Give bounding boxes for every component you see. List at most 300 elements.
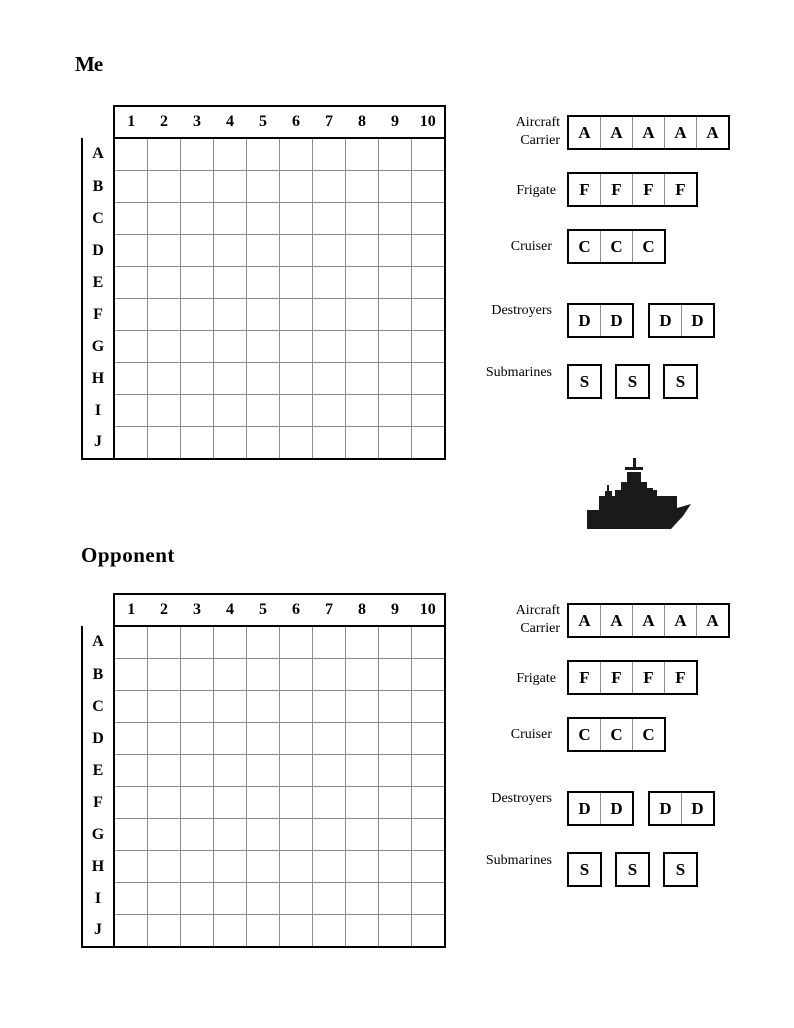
- ship-cell: S: [627, 859, 638, 879]
- my-grid-row: [82, 427, 445, 460]
- my-column-header: 6: [280, 106, 313, 138]
- my-grid-cell[interactable]: [114, 395, 148, 427]
- opponent-grid-cell[interactable]: [114, 626, 148, 659]
- opponent-grid-row: [82, 723, 445, 755]
- opponent-grid-cell[interactable]: [148, 819, 181, 851]
- opponent-row-header: A: [82, 626, 114, 659]
- my-grid-cell[interactable]: [148, 427, 181, 460]
- my-grid-row: [82, 267, 445, 299]
- my-grid-cell[interactable]: [346, 395, 379, 427]
- opponent-grid-cell[interactable]: [247, 626, 280, 659]
- my-grid-cell[interactable]: [313, 235, 346, 267]
- opponent-board-title: Opponent: [81, 543, 175, 567]
- my-column-header: 8: [346, 106, 379, 138]
- my-grid-cell[interactable]: [313, 363, 346, 395]
- my-grid-cell[interactable]: [313, 267, 346, 299]
- opponent-grid-cell[interactable]: [247, 659, 280, 691]
- my-grid-cell[interactable]: [412, 171, 446, 203]
- my-grid-cell[interactable]: [379, 395, 412, 427]
- my-grid-cell[interactable]: [379, 299, 412, 331]
- ship-cell: F: [675, 667, 686, 687]
- aircraft-carrier-label: [470, 602, 560, 638]
- opponent-grid-row: [82, 787, 445, 819]
- opponent-grid-cell[interactable]: [181, 691, 214, 723]
- my-row-header: A: [82, 138, 114, 171]
- ship-cell: S: [675, 859, 686, 879]
- opponent-grid-cell[interactable]: [412, 659, 446, 691]
- my-grid-cell[interactable]: [181, 331, 214, 363]
- my-grid-row: [82, 395, 445, 427]
- opponent-grid-cell[interactable]: [214, 691, 247, 723]
- opponent-grid-row: [82, 915, 445, 948]
- ship-cell: A: [665, 605, 697, 636]
- opponent-grid-cell[interactable]: [313, 915, 346, 948]
- cruiser-ship: [567, 229, 666, 264]
- my-grid-row: [82, 299, 445, 331]
- opponent-grid-cell[interactable]: [346, 755, 379, 787]
- opponent-grid-cell[interactable]: [214, 819, 247, 851]
- my-column-header: 7: [313, 106, 346, 138]
- my-grid-cell[interactable]: [214, 203, 247, 235]
- opponent-grid-cell[interactable]: [412, 787, 446, 819]
- my-grid-cell[interactable]: [346, 299, 379, 331]
- my-grid-cell[interactable]: [313, 427, 346, 460]
- my-grid-cell[interactable]: [313, 138, 346, 171]
- opponent-grid-cell[interactable]: [247, 755, 280, 787]
- opponent-row-header: E: [82, 755, 114, 787]
- my-grid-cell[interactable]: [181, 267, 214, 299]
- my-grid-cell[interactable]: [247, 203, 280, 235]
- my-grid-cell[interactable]: [346, 363, 379, 395]
- opponent-grid-cell[interactable]: [379, 755, 412, 787]
- opponent-grid-cell[interactable]: [313, 659, 346, 691]
- opponent-grid-cell[interactable]: [313, 883, 346, 915]
- ship-cell: C: [569, 719, 601, 750]
- opponent-grid-cell[interactable]: [313, 819, 346, 851]
- opponent-grid-cell[interactable]: [346, 819, 379, 851]
- my-grid-cell[interactable]: [247, 363, 280, 395]
- my-grid-cell[interactable]: [114, 235, 148, 267]
- ship-cell: C: [642, 236, 655, 256]
- opponent-grid-cell[interactable]: [280, 626, 313, 659]
- opponent-column-header: 9: [379, 594, 412, 626]
- ship-cell: A: [633, 605, 665, 636]
- my-grid-cell[interactable]: [148, 395, 181, 427]
- my-grid-cell[interactable]: [346, 267, 379, 299]
- opponent-grid-cell[interactable]: [181, 626, 214, 659]
- my-row-header: G: [82, 331, 114, 363]
- my-grid-row: [82, 235, 445, 267]
- my-grid-cell[interactable]: [313, 203, 346, 235]
- my-grid-cell[interactable]: [181, 203, 214, 235]
- my-grid-cell[interactable]: [214, 138, 247, 171]
- opponent-column-header: 10: [412, 594, 446, 626]
- opponent-grid-cell[interactable]: [181, 659, 214, 691]
- my-grid-cell[interactable]: [148, 138, 181, 171]
- my-grid-cell[interactable]: [247, 395, 280, 427]
- submarine-ship-1: [567, 852, 602, 887]
- my-grid-cell[interactable]: [114, 331, 148, 363]
- my-board-grid: [81, 105, 446, 460]
- my-grid-cell[interactable]: [114, 267, 148, 299]
- frigate-label: Frigate: [516, 183, 556, 198]
- opponent-grid-cell[interactable]: [280, 819, 313, 851]
- my-grid-cell[interactable]: [379, 363, 412, 395]
- opponent-grid-cell[interactable]: [379, 787, 412, 819]
- opponent-grid-cell[interactable]: [412, 755, 446, 787]
- my-grid-cell[interactable]: [247, 171, 280, 203]
- opponent-grid-cell[interactable]: [280, 659, 313, 691]
- opponent-grid-cell[interactable]: [247, 851, 280, 883]
- destroyers-label: Destroyers: [491, 303, 552, 318]
- submarines-label: Submarines: [485, 365, 552, 380]
- opponent-grid-cell[interactable]: [214, 915, 247, 948]
- opponent-grid-cell[interactable]: [313, 787, 346, 819]
- my-grid-cell[interactable]: [379, 331, 412, 363]
- opponent-grid-cell[interactable]: [346, 915, 379, 948]
- opponent-grid-cell[interactable]: [313, 851, 346, 883]
- my-grid-cell[interactable]: [280, 203, 313, 235]
- my-grid-cell[interactable]: [214, 395, 247, 427]
- my-grid-cell[interactable]: [114, 299, 148, 331]
- opponent-grid-cell[interactable]: [114, 659, 148, 691]
- opponent-row-header: G: [82, 819, 114, 851]
- my-grid-cell[interactable]: [214, 171, 247, 203]
- opponent-grid-cell[interactable]: [214, 883, 247, 915]
- aircraft-carrier-label: [470, 114, 560, 150]
- opponent-grid-cell[interactable]: [280, 851, 313, 883]
- opponent-grid-cell[interactable]: [148, 787, 181, 819]
- aircraft-carrier-ship: [567, 603, 730, 638]
- my-grid-cell[interactable]: [412, 235, 446, 267]
- opponent-grid-cell[interactable]: [114, 723, 148, 755]
- my-grid-cell[interactable]: [280, 235, 313, 267]
- opponent-grid-cell[interactable]: [412, 626, 446, 659]
- opponent-grid-cell[interactable]: [214, 787, 247, 819]
- opponent-grid-cell[interactable]: [181, 883, 214, 915]
- opponent-grid-cell[interactable]: [114, 883, 148, 915]
- my-grid-cell[interactable]: [280, 299, 313, 331]
- opponent-grid-cell[interactable]: [214, 755, 247, 787]
- my-grid-cell[interactable]: [280, 395, 313, 427]
- my-grid-cell[interactable]: [114, 171, 148, 203]
- opponent-grid-cell[interactable]: [247, 883, 280, 915]
- my-grid-cell[interactable]: [313, 395, 346, 427]
- opponent-grid-cell[interactable]: [280, 691, 313, 723]
- my-grid-cell[interactable]: [214, 267, 247, 299]
- opponent-grid-cell[interactable]: [412, 851, 446, 883]
- my-grid-cell[interactable]: [280, 171, 313, 203]
- my-grid-cell[interactable]: [247, 235, 280, 267]
- ship-cell: D: [691, 310, 704, 330]
- submarine-ship-2: [615, 852, 650, 887]
- ship-cell: A: [569, 605, 601, 636]
- my-grid-cell[interactable]: [280, 331, 313, 363]
- my-grid-cell[interactable]: [148, 203, 181, 235]
- opponent-row-header: C: [82, 691, 114, 723]
- my-grid-cell[interactable]: [280, 363, 313, 395]
- opponent-grid-cell[interactable]: [148, 883, 181, 915]
- opponent-grid-cell[interactable]: [214, 851, 247, 883]
- ship-cell: A: [706, 122, 719, 142]
- opponent-grid-cell[interactable]: [247, 819, 280, 851]
- ship-cell: A: [601, 605, 633, 636]
- opponent-grid-cell[interactable]: [148, 755, 181, 787]
- cruiser-label: Cruiser: [510, 727, 552, 742]
- my-grid-cell[interactable]: [148, 299, 181, 331]
- opponent-grid-cell[interactable]: [181, 755, 214, 787]
- opponent-grid-cell[interactable]: [148, 626, 181, 659]
- opponent-grid-cell[interactable]: [247, 691, 280, 723]
- my-grid-cell[interactable]: [346, 203, 379, 235]
- aircraft-carrier-label-line1: Aircraft: [515, 115, 560, 130]
- opponent-grid-cell[interactable]: [247, 787, 280, 819]
- opponent-grid-cell[interactable]: [412, 723, 446, 755]
- my-grid-cell[interactable]: [379, 203, 412, 235]
- opponent-grid-cell[interactable]: [114, 691, 148, 723]
- my-column-header: 3: [181, 106, 214, 138]
- opponent-grid-cell[interactable]: [346, 691, 379, 723]
- opponent-grid-cell[interactable]: [247, 723, 280, 755]
- destroyer-ship-1: [567, 791, 634, 826]
- opponent-grid-corner: [82, 594, 114, 626]
- opponent-grid-cell[interactable]: [379, 723, 412, 755]
- my-grid-cell[interactable]: [181, 171, 214, 203]
- my-grid-cell[interactable]: [214, 427, 247, 460]
- my-grid-cell[interactable]: [280, 138, 313, 171]
- my-grid-cell[interactable]: [181, 363, 214, 395]
- opponent-grid-cell[interactable]: [148, 659, 181, 691]
- opponent-grid-cell[interactable]: [379, 626, 412, 659]
- opponent-grid-cell[interactable]: [181, 787, 214, 819]
- my-grid-row: [82, 331, 445, 363]
- my-column-header: 1: [114, 106, 148, 138]
- my-grid-cell[interactable]: [346, 171, 379, 203]
- my-grid-cell[interactable]: [247, 138, 280, 171]
- ship-cell: C: [569, 231, 601, 262]
- my-grid-cell[interactable]: [412, 331, 446, 363]
- my-grid-cell[interactable]: [379, 235, 412, 267]
- aircraft-carrier-label-line2: Carrier: [520, 621, 560, 636]
- opponent-grid-cell[interactable]: [346, 851, 379, 883]
- opponent-grid-cell[interactable]: [346, 723, 379, 755]
- opponent-grid-cell[interactable]: [181, 723, 214, 755]
- submarine-ship-1: [567, 364, 602, 399]
- opponent-grid-cell[interactable]: [412, 691, 446, 723]
- my-grid-cell[interactable]: [181, 235, 214, 267]
- my-grid-cell[interactable]: [214, 299, 247, 331]
- my-grid-row: [82, 171, 445, 203]
- my-grid-cell[interactable]: [148, 235, 181, 267]
- ship-cell: D: [650, 793, 682, 824]
- my-grid-cell[interactable]: [412, 203, 446, 235]
- opponent-grid-cell[interactable]: [280, 915, 313, 948]
- destroyers-label: Destroyers: [491, 791, 552, 806]
- opponent-grid-row: [82, 659, 445, 691]
- opponent-grid-cell[interactable]: [214, 659, 247, 691]
- opponent-grid-cell[interactable]: [379, 851, 412, 883]
- my-grid-cell[interactable]: [181, 299, 214, 331]
- my-grid-cell[interactable]: [379, 427, 412, 460]
- opponent-grid-cell[interactable]: [114, 915, 148, 948]
- opponent-grid-cell[interactable]: [114, 851, 148, 883]
- my-grid-cell[interactable]: [379, 267, 412, 299]
- my-grid-cell[interactable]: [114, 363, 148, 395]
- opponent-grid-cell[interactable]: [346, 659, 379, 691]
- frigate-ship: [567, 660, 698, 695]
- my-grid-cell[interactable]: [346, 235, 379, 267]
- frigate-label: Frigate: [516, 671, 556, 686]
- ship-cell: F: [633, 662, 665, 693]
- my-grid-cell[interactable]: [114, 203, 148, 235]
- opponent-board-grid: [81, 593, 446, 948]
- my-grid-cell[interactable]: [148, 171, 181, 203]
- my-grid-cell[interactable]: [114, 138, 148, 171]
- my-grid-cell[interactable]: [247, 427, 280, 460]
- my-grid-cell[interactable]: [148, 267, 181, 299]
- opponent-column-header: 7: [313, 594, 346, 626]
- my-row-header: E: [82, 267, 114, 299]
- opponent-grid-cell[interactable]: [181, 819, 214, 851]
- my-grid-cell[interactable]: [412, 138, 446, 171]
- my-grid-cell[interactable]: [148, 331, 181, 363]
- my-grid-cell[interactable]: [181, 395, 214, 427]
- opponent-grid-cell[interactable]: [346, 883, 379, 915]
- opponent-row-header: D: [82, 723, 114, 755]
- submarine-ship-2: [615, 364, 650, 399]
- my-grid-cell[interactable]: [247, 267, 280, 299]
- my-grid-cell[interactable]: [379, 138, 412, 171]
- destroyer-ship-1: [567, 303, 634, 338]
- opponent-grid-cell[interactable]: [379, 659, 412, 691]
- battleship-silhouette: [587, 458, 691, 529]
- opponent-grid-cell[interactable]: [412, 819, 446, 851]
- my-grid-cell[interactable]: [247, 331, 280, 363]
- my-grid-cell[interactable]: [346, 427, 379, 460]
- destroyer-ship-2: [648, 791, 715, 826]
- my-grid-cell[interactable]: [346, 138, 379, 171]
- opponent-row-header: J: [82, 915, 114, 948]
- opponent-grid-cell[interactable]: [214, 723, 247, 755]
- my-column-header: 9: [379, 106, 412, 138]
- my-row-header: B: [82, 171, 114, 203]
- ship-cell: D: [650, 305, 682, 336]
- opponent-grid-row: [82, 691, 445, 723]
- opponent-column-header: 8: [346, 594, 379, 626]
- my-grid-cell[interactable]: [214, 363, 247, 395]
- opponent-row-header: H: [82, 851, 114, 883]
- opponent-grid-cell[interactable]: [114, 755, 148, 787]
- my-board-title: Me: [75, 52, 103, 76]
- opponent-grid-cell[interactable]: [313, 723, 346, 755]
- my-grid-cell[interactable]: [181, 138, 214, 171]
- my-grid-cell[interactable]: [214, 235, 247, 267]
- my-grid-row: [82, 138, 445, 171]
- my-row-header: C: [82, 203, 114, 235]
- ship-cell: F: [633, 174, 665, 205]
- opponent-grid-cell[interactable]: [114, 819, 148, 851]
- aircraft-carrier-label-line2: Carrier: [520, 133, 560, 148]
- my-grid-cell[interactable]: [346, 331, 379, 363]
- opponent-grid-cell[interactable]: [214, 626, 247, 659]
- opponent-grid-row: [82, 851, 445, 883]
- opponent-column-header: 1: [114, 594, 148, 626]
- opponent-grid-cell[interactable]: [181, 915, 214, 948]
- opponent-grid-cell[interactable]: [148, 851, 181, 883]
- submarine-ship-3: [663, 852, 698, 887]
- my-grid-cell[interactable]: [148, 363, 181, 395]
- ship-cell: C: [601, 719, 633, 750]
- my-grid-row: [82, 203, 445, 235]
- ship-cell: S: [579, 371, 590, 391]
- opponent-grid-cell[interactable]: [379, 819, 412, 851]
- my-row-header: I: [82, 395, 114, 427]
- opponent-grid-cell[interactable]: [379, 915, 412, 948]
- opponent-grid-cell[interactable]: [148, 723, 181, 755]
- my-column-header: 4: [214, 106, 247, 138]
- my-grid-cell[interactable]: [181, 427, 214, 460]
- opponent-grid-cell[interactable]: [114, 787, 148, 819]
- opponent-grid-cell[interactable]: [280, 755, 313, 787]
- opponent-grid-cell[interactable]: [313, 626, 346, 659]
- my-grid-cell[interactable]: [412, 363, 446, 395]
- my-grid-cell[interactable]: [280, 267, 313, 299]
- opponent-grid-cell[interactable]: [412, 915, 446, 948]
- opponent-grid-cell[interactable]: [247, 915, 280, 948]
- ship-cell: A: [665, 117, 697, 148]
- my-grid-cell[interactable]: [412, 299, 446, 331]
- opponent-grid-cell[interactable]: [148, 915, 181, 948]
- opponent-grid-cell[interactable]: [280, 787, 313, 819]
- opponent-grid-cell[interactable]: [412, 883, 446, 915]
- my-row-header: J: [82, 427, 114, 460]
- submarine-ship-3: [663, 364, 698, 399]
- my-grid-cell[interactable]: [412, 267, 446, 299]
- opponent-grid-cell[interactable]: [313, 755, 346, 787]
- ship-cell: C: [642, 724, 655, 744]
- opponent-grid-cell[interactable]: [379, 691, 412, 723]
- my-row-header: F: [82, 299, 114, 331]
- opponent-grid-row: [82, 883, 445, 915]
- aircraft-carrier-ship: [567, 115, 730, 150]
- opponent-grid-cell[interactable]: [148, 691, 181, 723]
- my-grid-cell[interactable]: [313, 331, 346, 363]
- opponent-grid-row: [82, 755, 445, 787]
- cruiser-label: Cruiser: [510, 239, 552, 254]
- my-grid-cell[interactable]: [214, 331, 247, 363]
- my-grid-cell[interactable]: [412, 395, 446, 427]
- ship-cell: F: [569, 662, 601, 693]
- ship-cell: A: [706, 610, 719, 630]
- opponent-grid-cell[interactable]: [379, 883, 412, 915]
- my-grid-cell[interactable]: [114, 427, 148, 460]
- opponent-grid-cell[interactable]: [280, 883, 313, 915]
- opponent-grid-row: [82, 819, 445, 851]
- my-grid-cell[interactable]: [313, 299, 346, 331]
- my-grid-cell[interactable]: [280, 427, 313, 460]
- my-grid-cell[interactable]: [412, 427, 446, 460]
- opponent-grid-cell[interactable]: [346, 626, 379, 659]
- ship-cell: D: [569, 305, 601, 336]
- opponent-grid-cell[interactable]: [346, 787, 379, 819]
- my-grid-cell[interactable]: [313, 171, 346, 203]
- opponent-grid-cell[interactable]: [280, 723, 313, 755]
- opponent-row-header: I: [82, 883, 114, 915]
- opponent-grid-cell[interactable]: [181, 851, 214, 883]
- my-grid-cell[interactable]: [379, 171, 412, 203]
- opponent-grid-cell[interactable]: [313, 691, 346, 723]
- my-grid-cell[interactable]: [247, 299, 280, 331]
